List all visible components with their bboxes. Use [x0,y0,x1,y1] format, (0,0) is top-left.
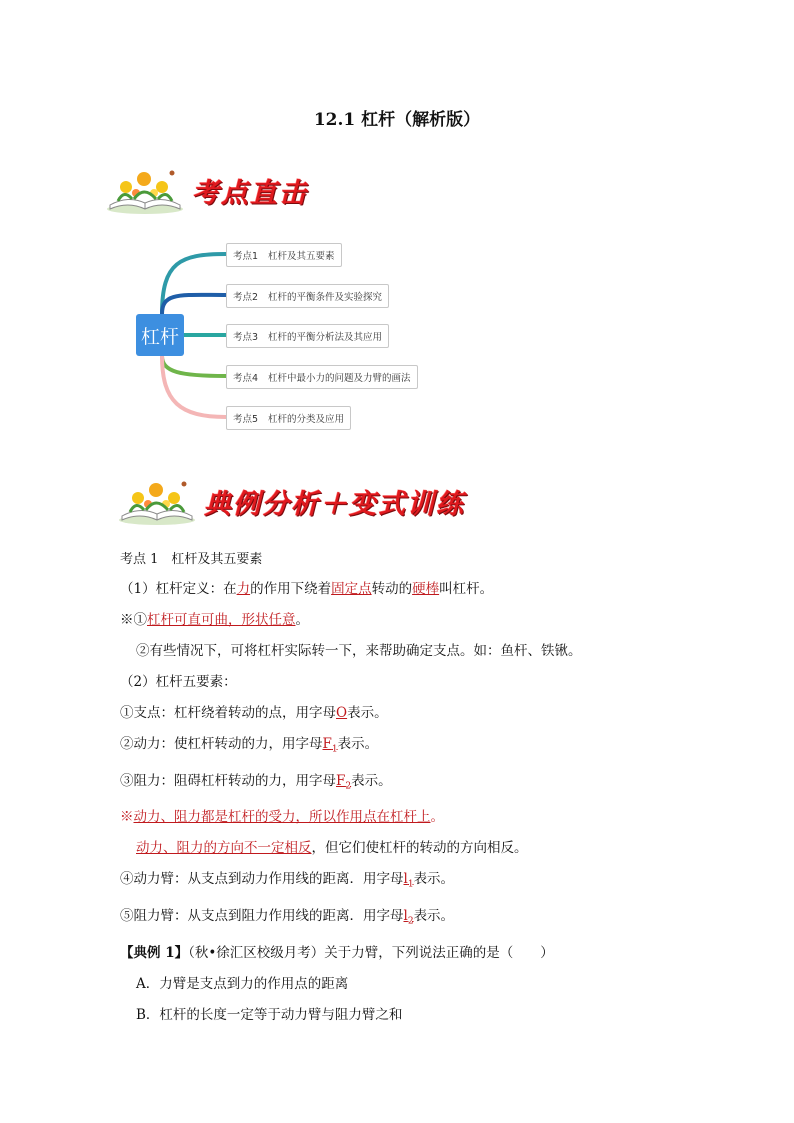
option-b: B．杠杆的长度一定等于动力臂与阻力臂之和 [136,1006,403,1023]
element-effort-arm: ④动力臂：从支点到动力作用线的距离．用字母$l_1$表示。 [120,871,455,891]
mind-map-root: 杠杆 [136,314,184,356]
section-heading: 考点 1 杠杆及其五要素 [120,552,263,567]
book-flower-icon [104,165,186,215]
element-fulcrum: ①支点：杠杆绕着转动的点，用字母O表示。 [120,705,388,721]
element-resistance: ③阻力：阻碍杠杆转动的力，用字母$F_2$表示。 [120,772,392,792]
element-resistance-arm: ⑤阻力臂：从支点到阻力作用线的距离．用字母$l_2$表示。 [120,908,455,927]
mind-map-node-2: 考点2 杠杆的平衡条件及实验探究 [226,284,389,308]
note-line: ※①杠杆可直可曲，形状任意。 [120,612,309,628]
mind-map-node-3: 考点3 杠杆的平衡分析法及其应用 [226,324,389,348]
mind-map-node-5: 考点5 杠杆的分类及应用 [226,406,351,430]
mind-map-node-4: 考点4 杠杆中最小力的问题及力臂的画法 [226,365,418,389]
mind-map-node-1: 考点1 杠杆及其五要素 [226,243,342,267]
note-line: ②有些情况下，可将杠杆实际转一下，来帮助确定支点。如：鱼杆、铁锹。 [136,643,582,659]
option-a: A．力臂是支点到力的作用点的距离 [136,975,349,992]
note-line: 动力、阻力的方向不一定相反，但它们使杠杆的转动的方向相反。 [136,840,528,857]
lesson-content [120,548,700,1031]
book-flower-icon [116,476,198,526]
banner-title: 考点直击 [192,177,308,209]
note-line: ※动力、阻力都是杠杆的受力，所以作用点在杠杆上。 [120,809,444,826]
five-elements-heading: （2）杠杆五要素： [120,674,237,690]
element-effort: ②动力：使杠杆转动的力，用字母$F_1$表示。 [120,736,379,755]
section-banner-exam-points [104,165,308,215]
definition-line: （1）杠杆定义：在力的作用下绕着固定点转动的硬棒叫杠杆。 [120,581,494,597]
mind-map [130,232,420,432]
banner-title: 典例分析＋变式训练 [204,488,465,520]
page-title: 12.1 杠杆（解析版） [313,110,481,130]
section-banner-examples [116,476,465,526]
example-question: 【典例 1】（秋•徐汇区校级月考）关于力臂，下列说法正确的是（ ） [120,944,554,961]
